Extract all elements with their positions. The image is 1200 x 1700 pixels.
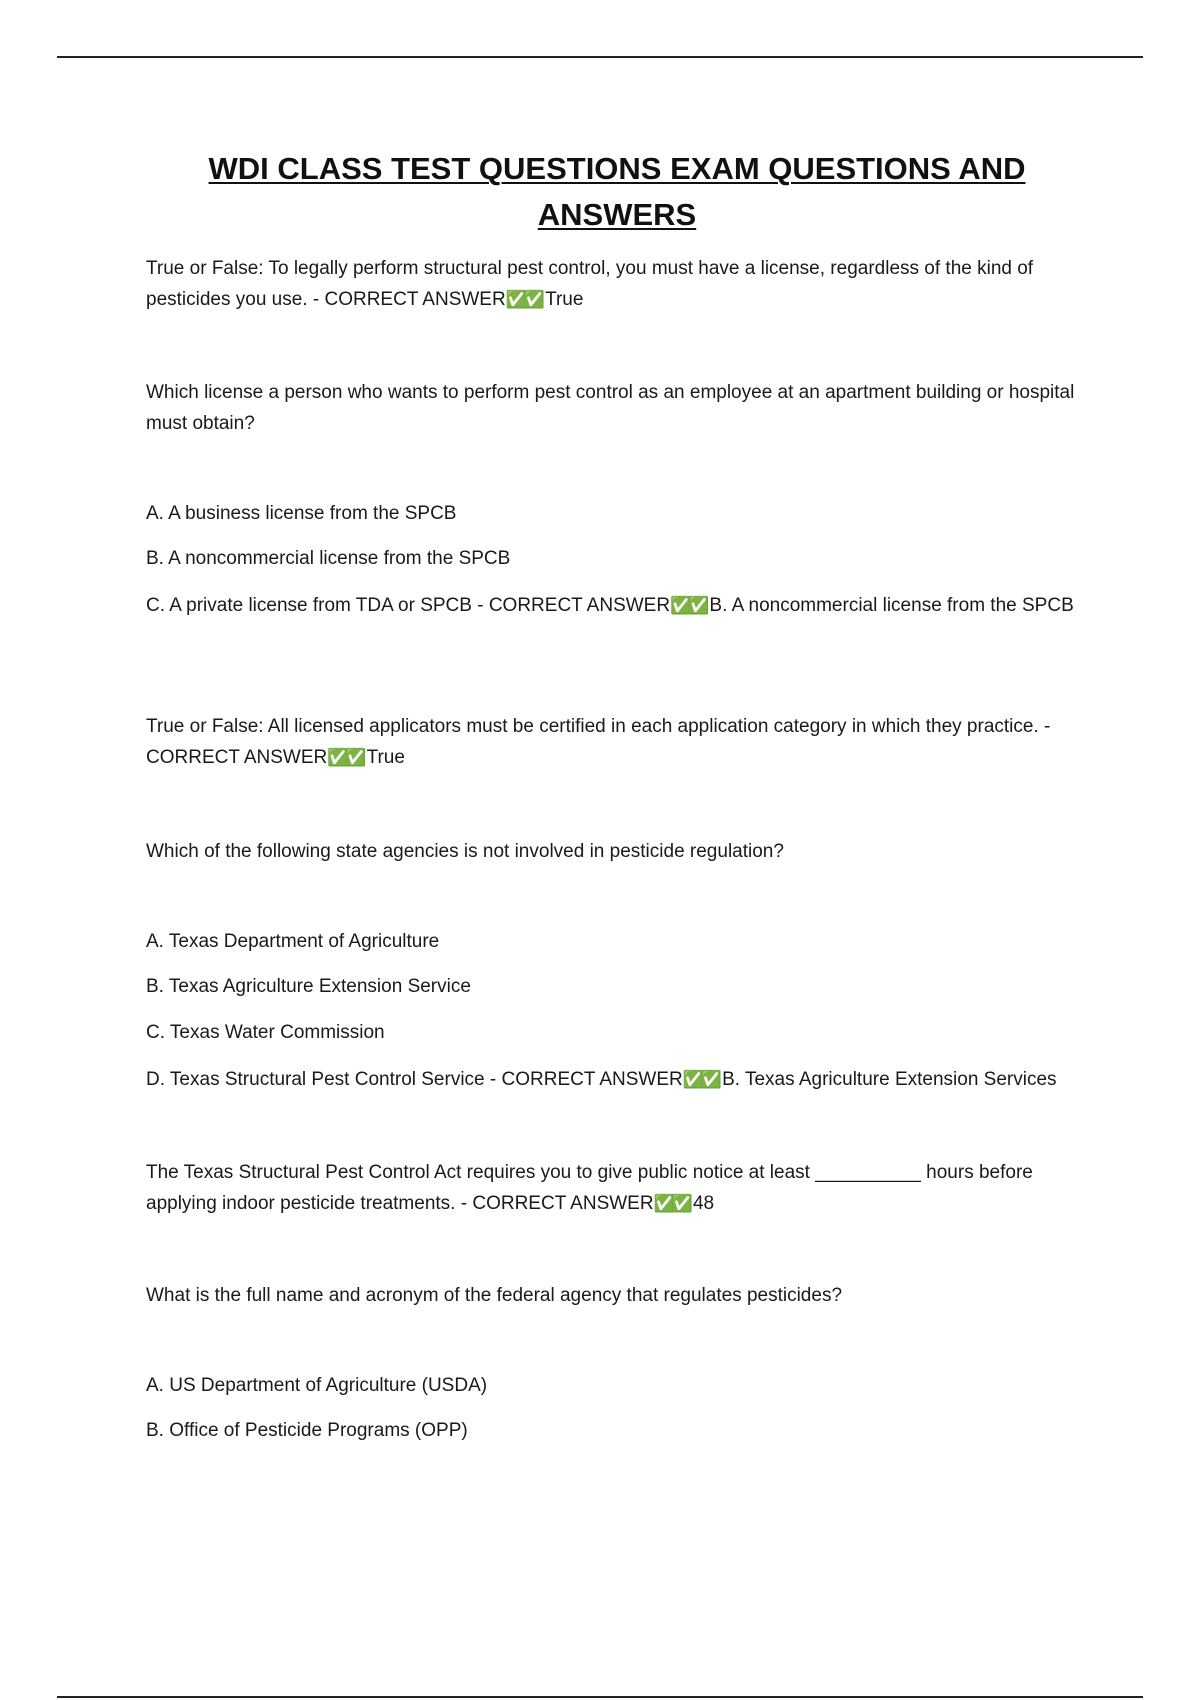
question-4-option-a (146, 926, 1086, 957)
answer-marker: - CORRECT ANSWER (146, 716, 1051, 768)
question-6-text: What is the full name and acronym of the federal agency that regulates pesticides? (146, 1285, 843, 1306)
option-text: B. A noncommercial license from the SPCB (146, 548, 511, 569)
question-1-answer: True (545, 289, 584, 310)
question-6-option-a (146, 1370, 1086, 1401)
checkmark-icon: ✅✅ (682, 1070, 720, 1090)
question-1-text: True or False: To legally perform structural pest control, you must have a license, regardless of the kind of pesticides you use. (146, 258, 1034, 310)
question-2-answer: B. A noncommercial license from the SPCB (709, 595, 1074, 616)
question-4-answer: B. Texas Agriculture Extension Services (722, 1069, 1057, 1090)
checkmark-icon: ✅✅ (505, 290, 543, 310)
question-2-text: Which license a person who wants to perform pest control as an employee at an apartment building or hospital must obtain? (146, 382, 1075, 434)
checkmark-icon: ✅✅ (653, 1194, 690, 1214)
question-5 (146, 1157, 1086, 1220)
option-text: D. Texas Structural Pest Control Service (146, 1069, 485, 1090)
question-2 (146, 377, 1086, 439)
question-5-answer: 48 (692, 1193, 715, 1214)
option-text: C. Texas Water Commission (146, 1022, 385, 1043)
question-3-text: True or False: All licensed applicators must be certified in each application category in which they practice. (146, 716, 1039, 737)
option-text: B. Office of Pesticide Programs (OPP) (146, 1420, 468, 1441)
question-3 (146, 711, 1086, 774)
question-4-option-c (146, 1017, 1086, 1048)
question-6 (146, 1280, 1086, 1311)
title-line-2: ANSWERS (537, 197, 697, 232)
question-3-answer: True (366, 747, 405, 768)
question-2-option-b (146, 543, 1086, 574)
question-4-option-d (146, 1064, 1106, 1096)
answer-marker: - CORRECT ANSWER (489, 1069, 683, 1090)
answer-marker: - CORRECT ANSWER (460, 1193, 654, 1214)
answer-marker: - CORRECT ANSWER (312, 289, 506, 310)
question-2-option-a (146, 498, 1086, 529)
option-text: A. Texas Department of Agriculture (146, 931, 440, 952)
question-6-option-b (146, 1415, 1086, 1446)
answer-marker: - CORRECT ANSWER (477, 595, 671, 616)
option-text: B. Texas Agriculture Extension Service (146, 976, 471, 997)
question-1 (146, 253, 1086, 316)
checkmark-icon: ✅✅ (670, 596, 707, 616)
title-line-1: WDI CLASS TEST QUESTIONS EXAM QUESTIONS AND (208, 151, 1026, 186)
option-text: A. A business license from the SPCB (146, 503, 457, 524)
top-rule (57, 56, 1143, 58)
question-4-text: Which of the following state agencies is not involved in pesticide regulation? (146, 841, 784, 862)
checkmark-icon: ✅✅ (327, 748, 364, 768)
option-text: A. US Department of Agriculture (USDA) (146, 1375, 488, 1396)
bottom-rule (57, 1696, 1143, 1698)
question-2-option-c (146, 590, 1086, 622)
question-5-text: The Texas Structural Pest Control Act requires you to give public notice at least __________ hours before applying indoor pesticide treatments. (146, 1162, 1033, 1214)
question-4-option-b (146, 971, 1086, 1002)
page-title (140, 146, 1094, 238)
question-4 (146, 836, 1086, 867)
option-text: C. A private license from TDA or SPCB (146, 595, 472, 616)
